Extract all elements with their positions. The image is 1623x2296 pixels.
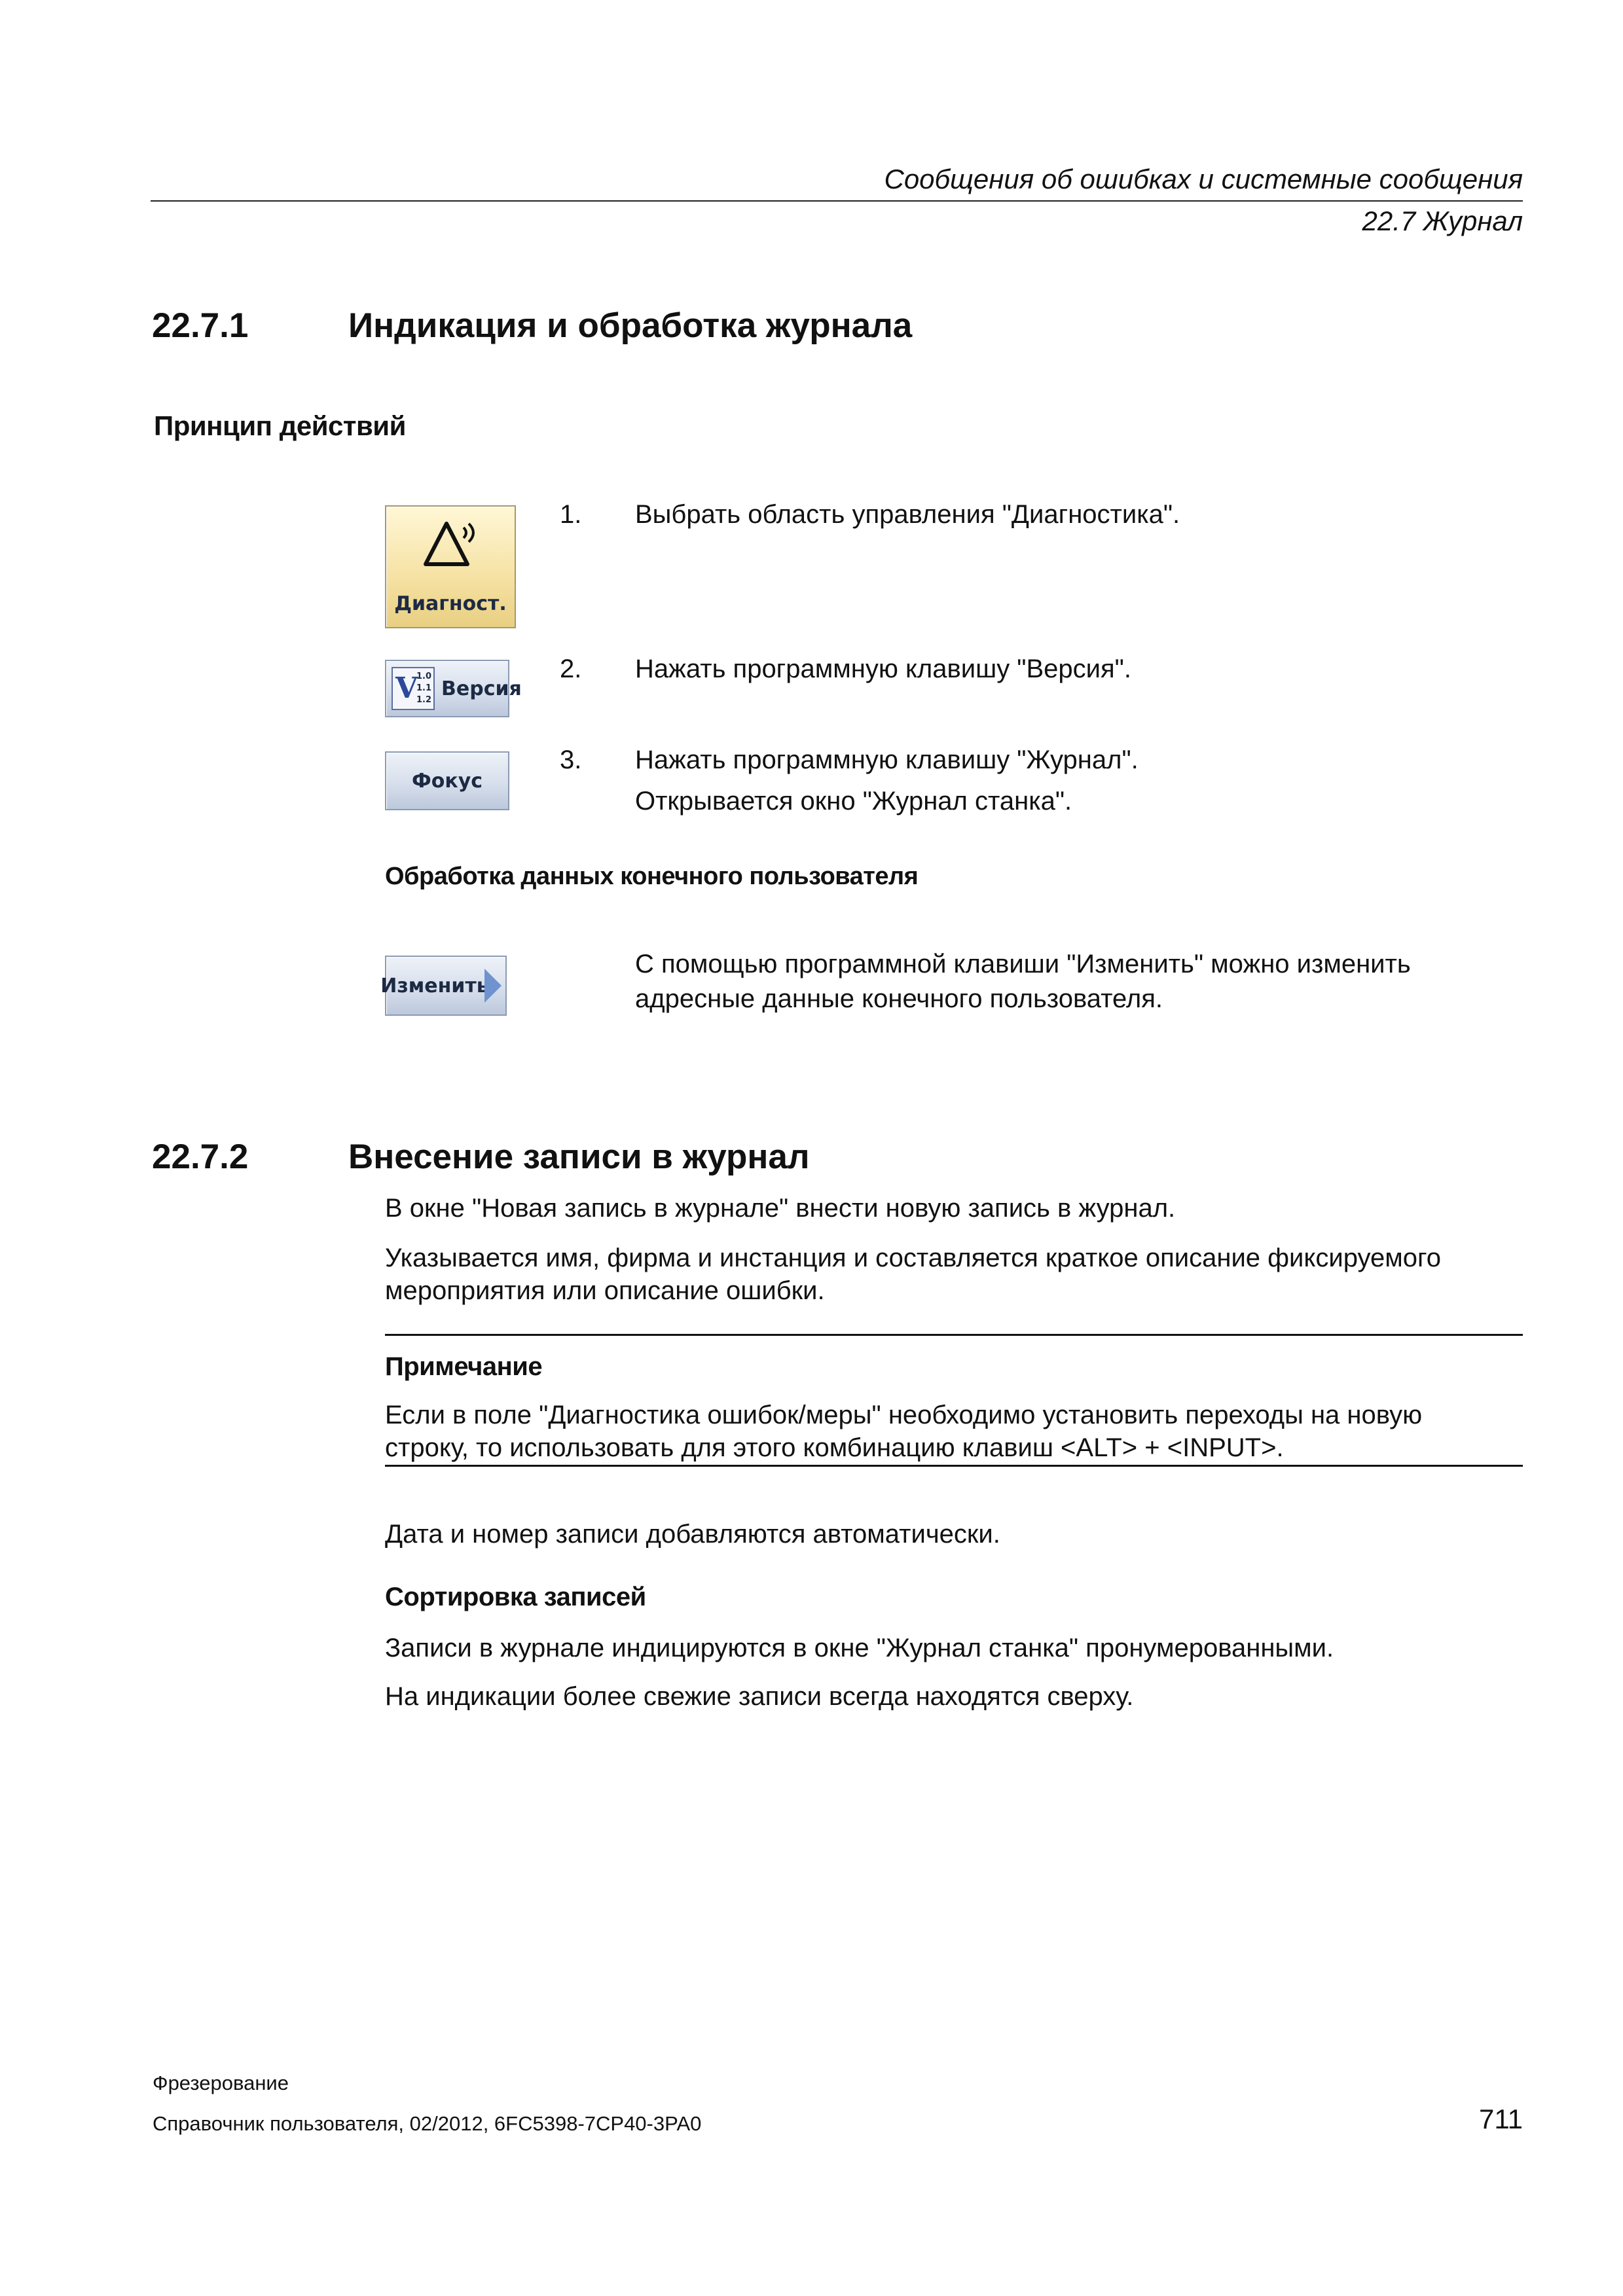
note-text-line-1: Если в поле "Диагностика ошибок/меры" необходимо установить переходы на новую bbox=[385, 1401, 1423, 1429]
note-heading: Примечание bbox=[385, 1352, 543, 1381]
version-icon: V 1.0 1.1 1.2 bbox=[392, 667, 435, 710]
section-title: Внесение записи в журнал bbox=[348, 1138, 810, 1176]
header-divider bbox=[151, 200, 1523, 202]
footer-document-info: Справочник пользователя, 02/2012, 6FC5398-7CP40-3PA0 bbox=[153, 2112, 702, 2135]
diagnostics-softkey[interactable] bbox=[385, 505, 516, 628]
page-number: 711 bbox=[1479, 2104, 1523, 2134]
warning-triangle-icon bbox=[420, 518, 486, 573]
subheading-procedure: Принцип действий bbox=[154, 410, 406, 441]
footer-product: Фрезерование bbox=[153, 2072, 289, 2094]
note-top-rule bbox=[385, 1334, 1523, 1336]
paragraph: Записи в журнале индицируются в окне "Журнал станка" пронумерованными. bbox=[385, 1634, 1334, 1662]
change-softkey-label: Изменить bbox=[380, 974, 489, 997]
focus-softkey[interactable] bbox=[385, 751, 509, 810]
subheading-enduser-data: Обработка данных конечного пользователя bbox=[385, 863, 919, 890]
diagnostics-softkey-label: Диагност. bbox=[394, 592, 507, 615]
enduser-text-line-1: С помощью программной клавиши "Изменить" можно изменить bbox=[635, 950, 1411, 978]
note-text-line-2: строку, то использовать для этого комбинацию клавиш <ALT> + <INPUT>. bbox=[385, 1433, 1284, 1462]
section-number: 22.7.1 bbox=[152, 306, 249, 345]
running-header-section: 22.7 Журнал bbox=[1362, 206, 1523, 236]
step-text: Нажать программную клавишу "Журнал". bbox=[635, 745, 1139, 774]
note-bottom-rule bbox=[385, 1465, 1523, 1467]
step-text-continued: Открывается окно "Журнал станка". bbox=[635, 787, 1072, 816]
step-text: Нажать программную клавишу "Версия". bbox=[635, 655, 1131, 683]
paragraph: Указывается имя, фирма и инстанция и составляется краткое описание фиксируемого bbox=[385, 1244, 1441, 1272]
subheading-sorting: Сортировка записей bbox=[385, 1583, 646, 1611]
change-softkey[interactable] bbox=[380, 956, 507, 1016]
step-text: Выбрать область управления "Диагностика". bbox=[635, 500, 1180, 529]
version-softkey[interactable] bbox=[385, 660, 522, 717]
section-number: 22.7.2 bbox=[152, 1138, 249, 1176]
paragraph-continued: мероприятия или описание ошибки. bbox=[385, 1276, 825, 1305]
paragraph: В окне "Новая запись в журнале" внести новую запись в журнал. bbox=[385, 1194, 1176, 1223]
paragraph: На индикации более свежие записи всегда находятся сверху. bbox=[385, 1682, 1134, 1711]
enduser-text-line-2: адресные данные конечного пользователя. bbox=[635, 984, 1163, 1013]
version-softkey-label: Версия bbox=[441, 677, 522, 700]
section-title: Индикация и обработка журнала bbox=[348, 306, 913, 345]
running-header-title: Сообщения об ошибках и системные сообщения bbox=[884, 164, 1523, 194]
step-number: 2. bbox=[560, 655, 582, 683]
paragraph: Дата и номер записи добавляются автоматически. bbox=[385, 1520, 1000, 1549]
step-number: 1. bbox=[560, 500, 582, 529]
focus-softkey-label: Фокус bbox=[411, 769, 483, 793]
arrow-right-icon bbox=[484, 969, 501, 1003]
step-number: 3. bbox=[560, 745, 582, 774]
